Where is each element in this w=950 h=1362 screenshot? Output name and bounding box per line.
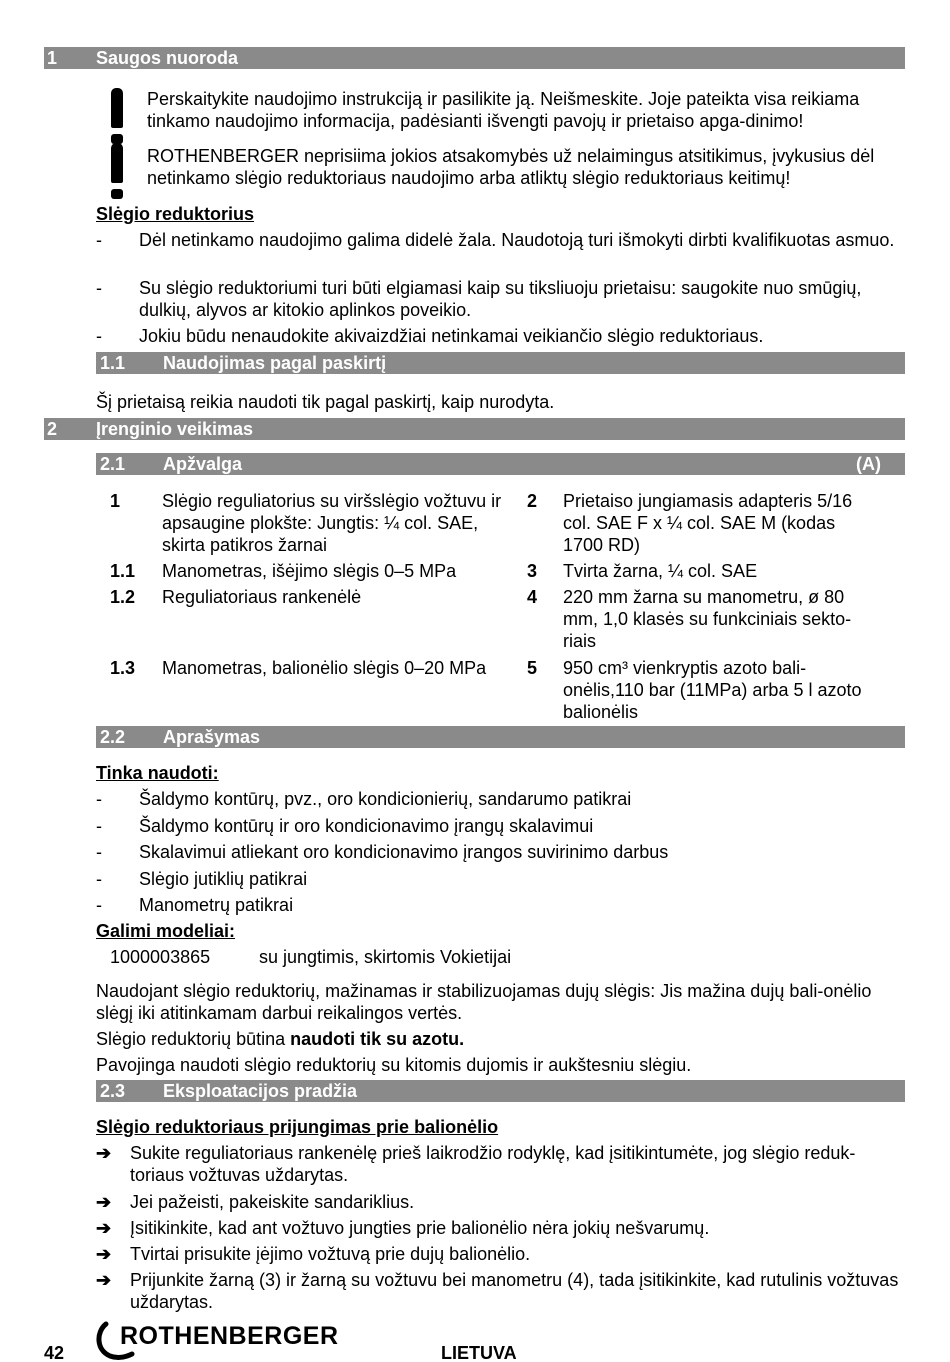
section-number: 1.1 [100, 353, 126, 373]
model-description: su jungtimis, skirtomis Vokietijai [259, 947, 512, 967]
arrow-icon: ➔ [96, 1270, 112, 1290]
section-title: Aprašymas [163, 727, 261, 747]
arrow-icon: ➔ [96, 1218, 112, 1238]
suitable-heading: Tinka naudoti: [96, 763, 219, 783]
page-number: 42 [44, 1343, 65, 1362]
language-label: LIETUVA [441, 1343, 517, 1362]
arrow-icon: ➔ [96, 1143, 112, 1163]
reducer-heading: Slėgio reduktorius [96, 204, 255, 224]
section-title: Apžvalga [163, 454, 243, 474]
section-title: Naudojimas pagal paskirtį [163, 353, 387, 373]
arrow-icon: ➔ [96, 1244, 112, 1264]
section-1-header [44, 47, 905, 69]
warning-text-1: Perskaitykite naudojimo instrukciją ir pasilikite ją. Neišmeskite. Joje pateikta visa reikiama tinkamo naudojimo informacija, padėsianti išvengti pavojų ir prietaiso apga-dinimo! [147, 89, 860, 131]
model-code: 1000003865 [110, 947, 211, 967]
section-title: Įrenginio veikimas [96, 419, 254, 439]
rothenberger-logo [96, 1318, 348, 1362]
section-2-1-header [96, 453, 905, 475]
section-1-1-header [96, 352, 905, 374]
section-2-3-header [96, 1080, 905, 1102]
section-number: 2 [47, 419, 58, 439]
section-number: 2.1 [100, 454, 126, 474]
section-number: 2.3 [100, 1081, 126, 1101]
section-2-2-header [96, 726, 905, 748]
section-title: Saugos nuoroda [96, 48, 239, 68]
section-title: Eksploatacijos pradžia [163, 1081, 358, 1101]
arrow-icon: ➔ [96, 1192, 112, 1212]
logo-text: ROTHENBERGER [120, 1322, 339, 1350]
section-2-header [44, 418, 905, 440]
section-number: 1 [47, 48, 58, 68]
figure-reference: (A) [856, 454, 881, 474]
connect-heading: Slėgio reduktoriaus prijungimas prie balionėlio [96, 1117, 499, 1137]
description-paragraph: Naudojant slėgio reduktorių, mažinamas ir stabilizuojamas dujų slėgis: Jis mažina dujų bali-onėlio slėgį iki atitinkamam darbui reikalingos vertės. [96, 981, 872, 1023]
models-heading: Galimi modeliai: [96, 921, 236, 941]
warning-text-2: ROTHENBERGER neprisiima jokios atsakomybės už nelaimingus atsitikimus, įvykusius dėl netinkamo slėgio reduktoriaus naudojimo arba atliktų slėgio reduktoriaus keitimų! [147, 146, 875, 188]
intended-use-text: Šį prietaisą reikia naudoti tik pagal paskirtį, kaip nurodyta. [96, 392, 555, 412]
section-number: 2.2 [100, 727, 126, 747]
nitrogen-only-note: Slėgio reduktorių būtina naudoti tik su azotu. [96, 1029, 465, 1049]
danger-note: Pavojinga naudoti slėgio reduktorių su kitomis dujomis ir aukštesniu slėgiu. [96, 1055, 692, 1075]
